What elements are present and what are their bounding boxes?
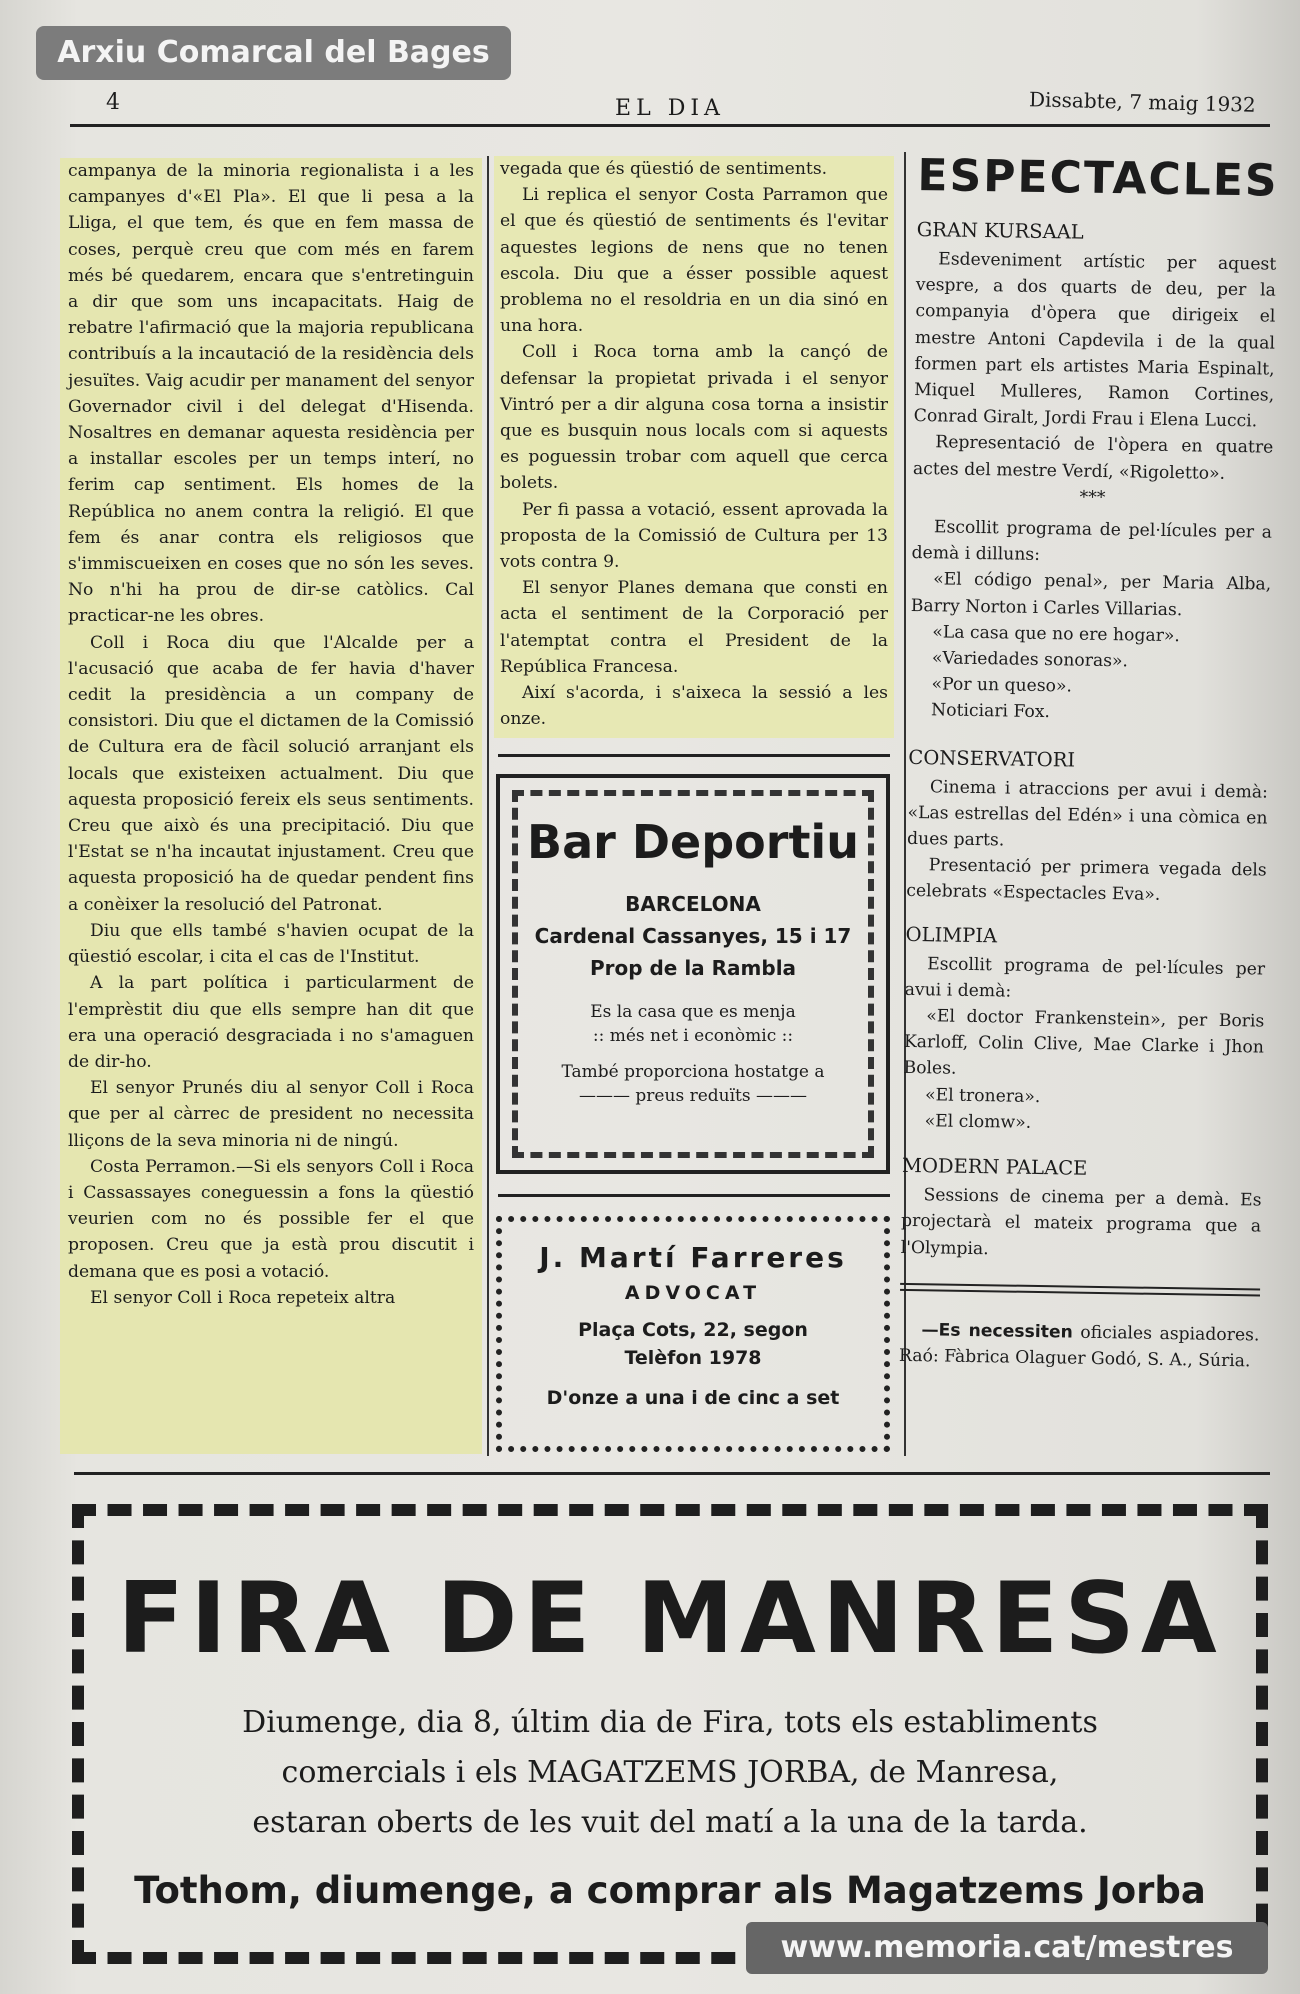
job-notice-bold: —Es necessiten bbox=[921, 1319, 1073, 1343]
ad-separator-rule bbox=[498, 1194, 890, 1197]
film-item: «La casa que no ere hogar». bbox=[932, 622, 1181, 647]
bar-address: Cardenal Cassanyes, 15 i 17 bbox=[534, 924, 852, 948]
bar-name: Bar Deportiu bbox=[527, 815, 859, 869]
lawyer-name: J. Martí Farreres bbox=[539, 1241, 847, 1274]
fira-slogan: Tothom, diumenge, a comprar als Magatzems Jorba bbox=[134, 1869, 1206, 1912]
article-column-1 bbox=[60, 158, 482, 1454]
film-item: «El clomw». bbox=[924, 1111, 1032, 1133]
lawyer-ad bbox=[496, 1216, 890, 1452]
fira-line-2: comercials i els MAGATZEMS JORBA, de Manresa, bbox=[281, 1755, 1059, 1790]
listing-paragraph: Cinema i atraccions per avui i demà: «Las estrellas del Edén» i una còmica en dues parts. bbox=[906, 776, 1269, 851]
venue-modern-palace: MODERN PALACE bbox=[901, 1153, 1088, 1180]
fira-manresa-ad bbox=[72, 1504, 1268, 1964]
article-paragraph: El senyor Coll i Roca repeteix altra bbox=[90, 1287, 396, 1308]
lawyer-address: Plaça Cots, 22, segon bbox=[578, 1319, 808, 1341]
fira-line-3: estaran oberts de les vuit del matí a la una de la tarda. bbox=[252, 1805, 1088, 1840]
fira-top-rule bbox=[74, 1472, 1270, 1475]
archive-label: Arxiu Comarcal del Bages bbox=[36, 26, 511, 80]
article-column-2 bbox=[494, 156, 894, 738]
article-paragraph: campanya de la minoria regionalista i a les campanyes d'«El Pla». El que li pesa a la Lliga, el que tem, és que en fem massa de coses, perquè creu que com més en farem més bé quedarem, encara que s'entretinguin a dir que som uns incapacitats. Haig de rebatre l'afirmació que la majoria republicana contribuís a la incautació de la residència dels jesuïtes. Vaig acudir per manament del senyor Governador civil i del delegat d'Hisenda. Nosaltres en demanar aquesta residència per a installar escoles per un temps interí, no ferim cap sentiment. Els homes de la República no anem contra la religió. El que fem és anar contra els religiosos que s'immiscueixen en coses que no són les seves. No n'hi ha prou de dir-se catòlics. Cal practicar-ne les obres. bbox=[68, 161, 474, 627]
film-item: Noticiari Fox. bbox=[930, 700, 1051, 723]
article-paragraph: El senyor Planes demana que consti en acta el sentiment de la Corporació per l'atemptat contra el President de la República Francesa. bbox=[500, 578, 888, 677]
fira-title: FIRA DE MANRESA bbox=[117, 1562, 1223, 1676]
newspaper-title: EL DIA bbox=[615, 96, 725, 121]
film-item: «Variedades sonoras». bbox=[931, 648, 1129, 672]
header-rule bbox=[70, 124, 1270, 127]
listing-paragraph: Escollit programa de pel·lícules per a demà i dilluns: bbox=[911, 517, 1273, 566]
article-paragraph: Per fi passa a votació, essent aprovada la proposta de la Comissió de Cultura per 13 vots contra 9. bbox=[500, 499, 888, 573]
article-paragraph: vegada que és qüestió de sentiments. bbox=[500, 159, 828, 179]
lawyer-phone: Telèfon 1978 bbox=[624, 1347, 762, 1369]
listing-paragraph: Representació de l'òpera en quatre actes del mestre Verdí, «Rigoletto». bbox=[912, 432, 1274, 484]
bar-city: BARCELONA bbox=[625, 892, 761, 916]
listing-paragraph: Esdeveniment artístic per aquest vespre, a dos quarts de deu, per la companyia d'òpera que dirigeix el mestre Antoni Capdevila i de la qual formen part els artistes Maria Espinalt, Miquel Mulleres, Ramon Cortines, Conrad Giralt, Jordi Frau i Elena Lucci. bbox=[913, 249, 1277, 432]
venue-olimpia: OLIMPIA bbox=[905, 922, 998, 948]
article-paragraph: Coll i Roca torna amb la cançó de defensar la propietat privada i el senyor Vintró per a dir alguna cosa torna a insistir que es busquin nous locals com si aquests es poguessin trobar com aquell que cerca bolets. bbox=[500, 342, 888, 494]
stars-separator: *** bbox=[1079, 487, 1106, 508]
issue-date: Dissabte, 7 maig 1932 bbox=[1029, 87, 1257, 117]
bar-slogan-3: També proporciona hostatge a bbox=[561, 1062, 825, 1082]
article-paragraph: Diu que ells també s'havien ocupat de la qüestió escolar, i cita el cas de l'Institut. bbox=[68, 920, 474, 968]
venue-conservatori: CONSERVATORI bbox=[908, 745, 1076, 772]
listing-paragraph: Presentació per primera vegada dels celebrats «Espectacles Eva». bbox=[906, 855, 1267, 906]
bar-deportiu-ad bbox=[496, 774, 890, 1174]
film-item: «Por un queso». bbox=[931, 674, 1073, 697]
ad-separator-rule bbox=[498, 754, 890, 757]
espectacles-heading: ESPECTACLES bbox=[917, 149, 1279, 207]
article-paragraph: Li replica el senyor Costa Parramon que el que és qüestió de sentiments és l'evitar aquestes legions de nens que no tenen escola. Diu que a ésser possible aquest problema no el resoldria en un dia sinó en una hora. bbox=[500, 185, 888, 337]
article-paragraph: Així s'acorda, i s'aixeca la sessió a les onze. bbox=[500, 683, 888, 730]
fira-body bbox=[84, 1698, 1256, 1848]
article-paragraph: El senyor Prunés diu al senyor Coll i Roca que per al càrrec de president no necessita lliçons de la seva minoria ni de ningú. bbox=[68, 1078, 474, 1151]
bar-slogan-2: :: més net i econòmic :: bbox=[592, 1026, 794, 1046]
listing-paragraph: Sessions de cinema per a demà. Es projectarà el mateix programa que a l'Olympia. bbox=[900, 1185, 1262, 1259]
website-label: www.memoria.cat/mestres bbox=[746, 1922, 1268, 1974]
listing-paragraph: Escollit programa de pel·lícules per avui i demà: bbox=[904, 953, 1266, 1002]
film-item: «El doctor Frankenstein», per Boris Karloff, Colin Clive, Mae Clarke i Jhon Boles. bbox=[903, 1006, 1265, 1080]
job-notice-text: oficiales aspiadores. Raó: Fàbrica Olaguer Godó, S. A., Súria. bbox=[898, 1322, 1260, 1372]
article-paragraph: Costa Perramon.—Si els senyors Coll i Roca i Cassassayes coneguessin a fons la qüestió veurien com no és possible fer el que proposen. Creu que ja està prou discutit i demana que es posi a votació. bbox=[68, 1156, 474, 1282]
lawyer-hours: D'onze a una i de cinc a set bbox=[546, 1387, 840, 1409]
job-notice bbox=[899, 1317, 1260, 1375]
film-item: «El tronera». bbox=[924, 1084, 1041, 1107]
bar-slogan-4: ——— preus reduïts ——— bbox=[579, 1086, 807, 1106]
article-paragraph: Coll i Roca diu que l'Alcalde per a l'acusació que acaba de fer havia d'haver cedit la presidència a un company de consistori. Diu que el dictamen de la Comissió de Cultura era de fàcil solució arranjant els locals que existeixen actualment. Diu que aquesta proposició fereix els seus sentiments. Creu que això és una precipitació. Diu que l'Estat se n'ha incautat injustament. Creu que aquesta proposició ha de quedar pendent fins a conèixer la resolució del Patronat. bbox=[68, 632, 474, 915]
venue-gran-kursaal: GRAN KURSAAL bbox=[916, 217, 1084, 244]
film-item: «El código penal», per Maria Alba, Barry Norton i Carles Villarias. bbox=[910, 569, 1272, 620]
fira-line-1: Diumenge, dia 8, últim dia de Fira, tots els establiments bbox=[242, 1705, 1098, 1740]
notice-rule bbox=[900, 1283, 1260, 1297]
column-divider bbox=[487, 156, 489, 1456]
article-paragraph: A la part política i particularment de l'emprèstit diu que ells sempre han dit que era una operació desgraciada i no s'amaguen de dir-ho. bbox=[68, 973, 474, 1072]
espectacles-column bbox=[898, 146, 1278, 1451]
lawyer-role: ADVOCAT bbox=[624, 1282, 762, 1304]
page-number: 4 bbox=[106, 90, 120, 115]
bar-slogan-1: Es la casa que es menja bbox=[590, 1002, 796, 1022]
bar-near: Prop de la Rambla bbox=[589, 956, 797, 980]
